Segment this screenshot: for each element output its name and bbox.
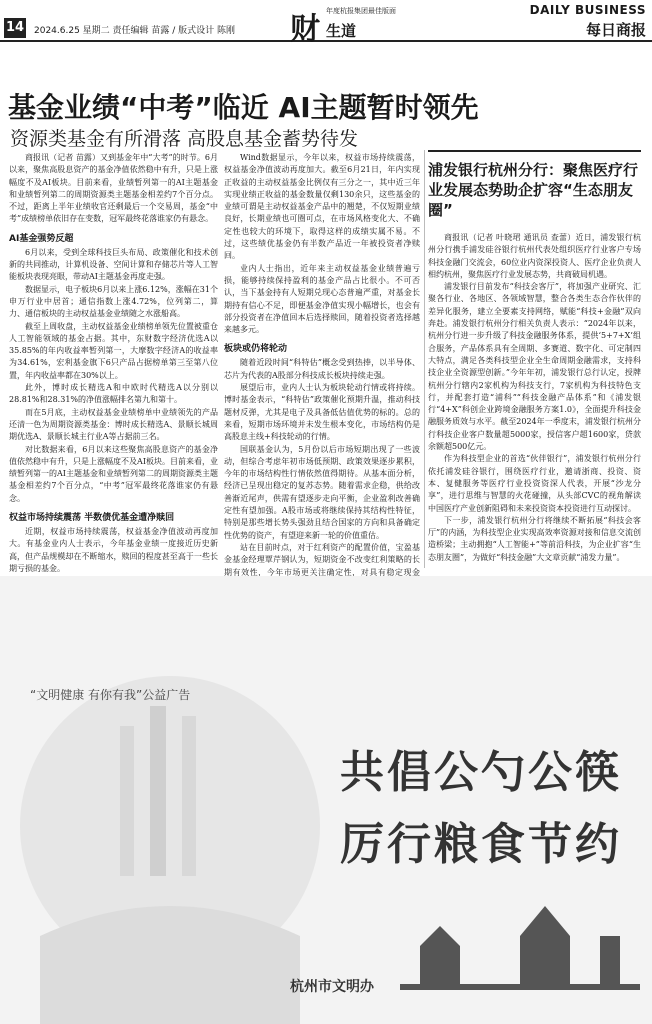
paragraph: 6月以来，受到全球科技巨头布局、政策催化和技术创新的共同推动，计算机设备、空间计算和存储芯片等人工智能板块表现亮眼，带动AI主题基金再度走强。 (9, 247, 218, 282)
paragraph: Wind数据显示，今年以来，权益市场持续震荡，权益基金净值波动再度加大。截至6月21日，年内实现正收益的主动权益基金比例仅有三分之一，其中近三年实现业绩正收益的基金数量仅剩130余只，这些基金的业绩可谓是主动权益基金产品中的翘楚，不仅短期业绩良好，长期业绩也可圈可点，在市场风格变化大、不确定性也较大的环境下，取得这样的成绩实属不易。不过，这些绩优基金仍有半数产品近一年被投资者净赎回。 (224, 153, 420, 261)
ad-illustration (0, 576, 652, 1024)
ad-top-line: “文明健康 有你有我”公益广告 (30, 688, 191, 702)
masthead (0, 0, 652, 47)
section-logo-glyph: 财 (290, 12, 320, 47)
section-logo-subtitle: 年度杭报集团最佳版面 (326, 7, 396, 15)
paragraph: 站在目前时点，对于红利资产的配置价值，宝盈基金基金经理覃芹钢认为，短期资金不改变红利策略的长期有效性，今年市场更关注确定性，对具有稳定现金 (224, 542, 420, 577)
paragraph: 此外，博时成长精选A和中欧时代精选A以分别以28.81%和28.31%的净值涨幅排名第九和第十。 (9, 383, 218, 405)
date-line: 2024.6.25 星期二 责任编辑 苗露 / 版式设计 陈刚 (34, 26, 236, 36)
article-column-1 (9, 152, 218, 575)
paragraph: 展望后市，业内人士认为板块轮动行情或将持续。博时基金表示，“科特估”政策催化预期升温，推动科技题材反弹，尤其是电子及具备低估值优势的标的。总的来看，短期市场环境并未发生根本变化，市场结构仍是高股息主线+科技轮动的行情。 (224, 383, 420, 442)
ad-slogan-line-1: 共倡公勺公筷 (340, 747, 622, 798)
ad-signature: 杭州市文明办 (290, 979, 374, 995)
section-logo-name: 生道 (326, 22, 357, 40)
ad-slogan-line-2: 厉行粮食节约 (340, 819, 622, 870)
page-number: 14 (4, 18, 26, 38)
paragraph: 业内人士指出，近年来主动权益基金业绩普遍亏损，能够持续保持盈利的基金产品占比很小。不可否认，当下基金持有人短期兑现心态普遍严重，对基金长期持有信心不足，即便基金净值实现小幅增长，也会有部分投资者在净值回本后选择赎回，随着投资者选择越来越多元。 (224, 263, 420, 335)
paragraph: 浦发银行目前发布“科技会客厅”，将加强产业研究、汇聚各行业、各地区、各领域智慧，整合各类生态合作伙伴的差异化服务，建立全要素支持网络，赋能“科技+金融”双向奔赴。浦发银行杭州分行相关负责人表示：“2024年以来，杭州分行进一步升级了科技金融服务体系，提供‘5+7+X’组合服务，产品体系具有全周期、多赛道、数字化、可定制四大特点，满足各类科技型企业全生命周期金融需求，支持科技企业全资源型创新。”今年年初，浦发银行总行认定，授牌杭州分行辖内2家机构为科技支行，7家机构为科技特色支行，并配套打造“浦科”“科技金融产品体系”和《浦发银行“4+X”科创企业跨境金融服务方案1.0》，全面提升科技金融服务质效与水平。截至2024年一季度末，浦发银行杭州分行科技企业客户数量超5000家，授信客户超1600家，贷款余额超500亿元。 (428, 282, 641, 452)
section-heading: 权益市场持续震荡 半数债优基金遭净赎回 (9, 513, 175, 524)
main-subhead: 资源类基金有所滑落 高股息基金蓄势待发 (10, 128, 359, 150)
paragraph: 数据显示，电子板块6月以来上涨6.12%，涨幅在31个申万行业中居首；通信指数上涨4.72%，位列第二，算力、通信板块的主动权益基金业绩随之水涨船高。 (9, 284, 218, 319)
paragraph: 下一步，浦发银行杭州分行将继续不断拓展“科技会客厅”的内涵，为科技型企业实现高效率资源对接和信息交流创造桥梁；主动拥抱“人工智能+”等前沿科技，为企业扩容“生态朋友圈”，为做好“科技金融”大文章贡献“浦发力量”。 (428, 515, 641, 562)
side-story-rule (428, 150, 641, 152)
paragraph: 而在5月底，主动权益基金业绩榜单中业绩领先的产品还清一色为周期资源类基金：博时成长精选A、景顺长城周期优选A、景顺长城主行业A等占据前三名。 (9, 407, 218, 442)
public-service-ad (0, 576, 652, 1024)
brand-chinese: 每日商报 (585, 21, 646, 39)
paragraph: 商报讯（记者 叶晓珺 通讯员 查蕾）近日，浦发银行杭州分行携手浦发硅谷银行杭州代表处组织医疗行业客户专场科技金融门交流会，60位业内资深投资人、医疗企业负责人相约杭州，聚焦医疗行业发展态势，共商破局机遇。 (428, 233, 641, 279)
section-heading: 板块或仍将轮动 (224, 344, 288, 355)
paragraph: 对比数据来看，6月以来这些聚焦高股息资产的基金净值依然稳中有升，只是上涨幅度不及AI板块。目前来看，业绩暂列第一的AI主题基金和业绩暂列第二的周期资源类主题基金相差约7个百分点，“中考”冠军最终花落谁家仍有悬念。 (9, 444, 218, 503)
article-column-3 (428, 232, 641, 564)
paragraph: 作为科技型企业的首选“伙伴银行”，浦发银行杭州分行依托浦发硅谷银行，围绕医疗行业，邀请浙商、投资、资本、复健服务等医疗行业投资资深人代表，开展“沙龙分享”，进行思维与智慧的火花碰撞，从头部CVC的视角解读中国医疗产业创新阻碍和未来投资资本投资进行互动探讨。 (428, 454, 641, 513)
paragraph: 国联基金认为，5月份以后市场短期出现了一些波动，但综合考虑年初市场低预期、政策效果逐步累积，今年的市场结构性行情依然值得期待。从基本面分析，经济已呈现出稳定的复苏态势。随着需求企稳，供给改善渐近尾声，供需有望逐步走向平衡，企业盈利改善确定性有望加强。A股市场或将继续保持其结构性特征，特别是那些增长势头强劲且结合国家的方向和具备确定性优势的资产，有望迎来新一轮的价值重估。 (224, 444, 420, 540)
paragraph: 截至上周收盘，主动权益基金业绩榜单领先位置被重仓人工智能领域的基金占据。其中，东财数字经济优选A以35.85%的年内收益率暂列第一，大摩数字经济A的收益率为34.61%，宏利基金旗下6只产品占据榜单第三至第八位置，年内收益率都在30%以上。 (9, 321, 218, 380)
column-divider (424, 150, 425, 568)
brand-english: DAILY BUSINESS (529, 3, 646, 17)
section-heading: AI基金强势反超 (9, 233, 74, 244)
main-headline: 基金业绩“中考”临近 AI主题暂时领先 (8, 91, 479, 124)
side-story-headline: 浦发银行杭州分行：聚焦医疗行业发展态势助企扩容“生态朋友圈” (428, 161, 639, 219)
paragraph: 商报讯（记者 苗露）又到基金年中“大考”的时节。6月以来，聚焦高股息资产的基金净值依然稳中有升，只是上涨幅度不及AI板块。目前来看，业绩暂列第一的AI主题基金和业绩暂列第二的周期资源类主题基金相差约7个百分点。不过，距离上半年业绩收官还剩最后一个交易周，基金“中考”成绩榜单依旧存在变数，冠军最终花落谁家仍有悬念。 (9, 153, 218, 224)
article-column-2 (224, 152, 420, 591)
paragraph: 随着近段时间“科特估”概念受到热捧，以半导体、芯片为代表的A股部分科技成长板块持续走强。 (224, 358, 420, 380)
paragraph: 近期，权益市场持续震荡，权益基金净值波动再度加大。有基金业内人士表示，今年基金业绩一度接近历史新高，但产品规模却在不断缩水，赎回的程度甚至高于一些长期亏损的基金。 (9, 527, 218, 573)
